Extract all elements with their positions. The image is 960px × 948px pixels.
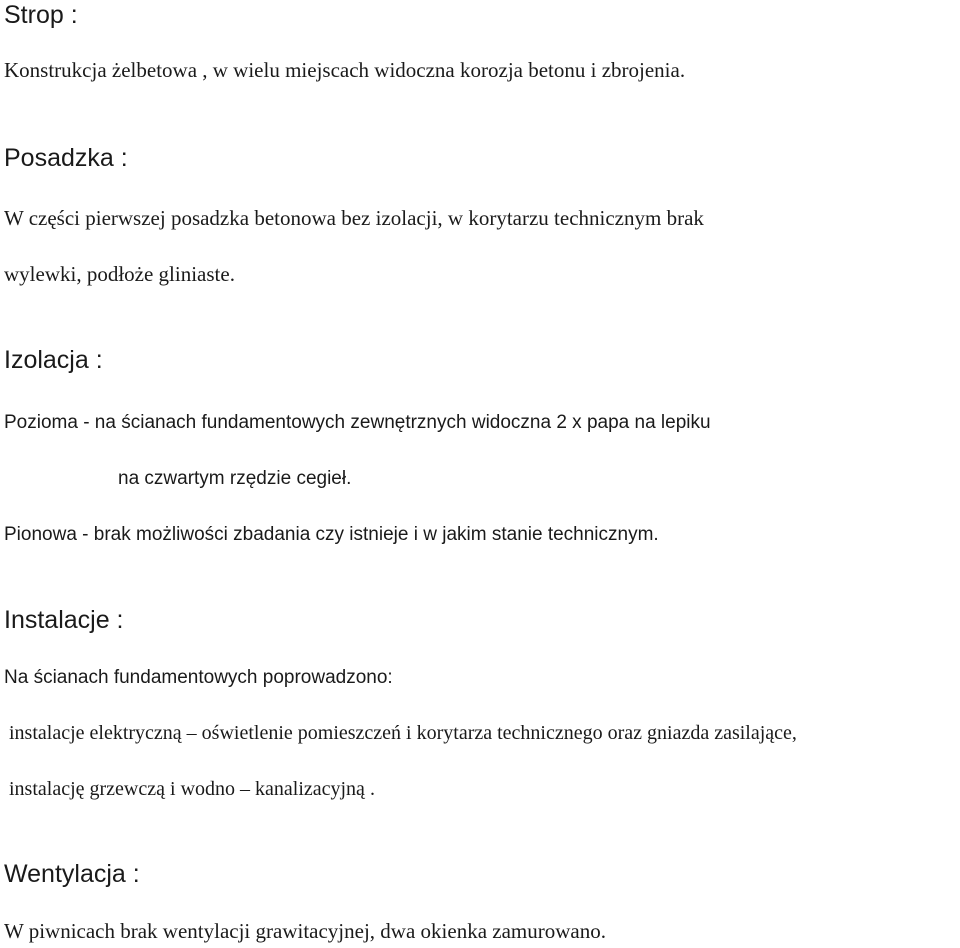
instalacje-line-1: instalacje elektryczną – oświetlenie pomieszczeń i korytarza technicznego oraz gniazda zasilające, <box>9 722 797 744</box>
posadzka-text-line-1: W części pierwszej posadzka betonowa bez izolacji, w korytarzu technicznym brak <box>4 206 704 230</box>
heading-instalacje: Instalacje : <box>4 606 124 634</box>
heading-strop: Strop : <box>4 1 78 29</box>
heading-posadzka: Posadzka : <box>4 144 128 172</box>
izolacja-pionowa: Pionowa - brak możliwości zbadania czy istnieje i w jakim stanie technicznym. <box>4 524 659 545</box>
instalacje-line-2: instalację grzewczą i wodno – kanalizacyjną . <box>9 778 375 800</box>
heading-wentylacja: Wentylacja : <box>4 860 140 888</box>
strop-text: Konstrukcja żelbetowa , w wielu miejscach widoczna korozja betonu i zbrojenia. <box>4 58 686 82</box>
instalacje-intro: Na ścianach fundamentowych poprowadzono: <box>4 667 393 688</box>
heading-izolacja: Izolacja : <box>4 346 103 374</box>
wentylacja-text: W piwnicach brak wentylacji grawitacyjnej, dwa okienka zamurowano. <box>4 919 606 943</box>
izolacja-pozioma-line-1: Pozioma - na ścianach fundamentowych zewnętrznych widoczna 2 x papa na lepiku <box>4 412 711 433</box>
posadzka-text-line-2: wylewki, podłoże gliniaste. <box>4 262 235 286</box>
izolacja-pozioma-line-2: na czwartym rzędzie cegieł. <box>118 468 352 489</box>
